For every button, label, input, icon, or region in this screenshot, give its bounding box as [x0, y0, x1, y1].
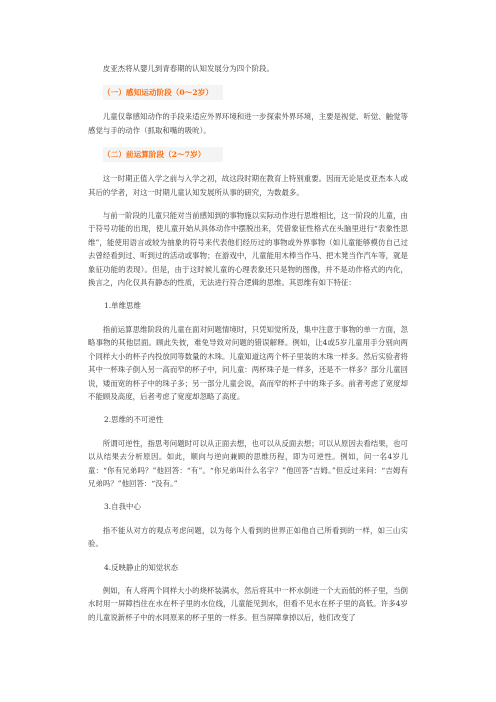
- item-body-3: 指不能从对方的观点考虑问题，以为每个人看到的世界正如他自己所看到的一样，如三山实验。: [88, 525, 408, 549]
- item-title-2: 2.思维的不可逆性: [104, 415, 164, 425]
- item-body-1: 指前运算思维阶段的儿童在面对问题情境时，只凭知觉所及，集中注意于事物的单一方面，忽略事物的其他层面。顾此失彼，难免导致对问题的错误解释。例如，让4或5岁儿童用手分别向两个同样大小的杯子内投放同等数量的木珠。儿童知道这两个杯子里装的木珠一样多。然后实验者将其中一杯珠子倒入另一高而窄的杯子中，问儿童：两杯珠子是一样多，还是不一样多？部分儿童回说，矮而宽的杯子中的珠子多；另一部分儿童会说，高而窄的杯子中的珠子多。前者考虑了宽度却不能顾及高度，后者考虑了宽度却忽略了高度。: [88, 324, 408, 401]
- item-body-2: 所谓可逆性，指思考问题时可以从正面去想，也可以从反面去想；可以从原因去看结果，也可以从结果去分析原因。如此，顺向与逆向兼顾的思维历程，即为可逆性。例如，问一名4岁儿童：“你有兄弟吗？”他回答：“有”。“你兄弟叫什么名字？”他回答“吉姆。”但反过来问：“吉姆有兄弟吗？”他回答：“没有。”: [88, 438, 408, 488]
- section-heading-sensorimotor: （一）感知运动阶段（0～2岁）: [103, 85, 223, 100]
- preoperational-paragraph-1: 这一时期正值入学之前与入学之初，故这段时期在教育上特别重要。因而无论是皮亚杰本人或其后的学者，对这一时期儿童认知发展所从事的研究，为数最多。: [88, 174, 408, 197]
- sensorimotor-paragraph: 儿童仅靠感知动作的手段来适应外界环境和进一步探索外界环境，主要是视觉、听觉、触觉等感觉与手的动作（抓取和嘴的吸吮）。: [88, 112, 408, 135]
- item-title-3: 3.自我中心: [104, 502, 141, 512]
- section-heading-wrap-2: [88, 147, 408, 162]
- item-title-1: 1.单维思维: [104, 301, 141, 311]
- article-body: [88, 62, 408, 624]
- item-body-4: 例如，有人将两个同样大小的烧杯装满水，然后将其中一杯水倒进一个大而低的杯子里，当倒水时用一屏障挡住在水在杯子里的水位线，儿童能见到水，但看不见水在杯子里的高低。许多4岁的儿童说新杯子中的水同原来的杯子里的一样多。但当屏障拿掉以后，他们改变了: [88, 585, 408, 622]
- intro-paragraph: 皮亚杰将从婴儿到青春期的认知发展分为四个阶段。: [102, 64, 274, 73]
- preoperational-paragraph-2: 与前一阶段的儿童只能对当前感知到的事物施以实际动作进行思维相比，这一阶段的儿童，由于符号功能的出现，使儿童开始从具体动作中摆脱出来，凭借象征性格式在头脑里进行“表象性思维”，能使用语言或较为抽象的符号来代表他们经历过的事物或外界事物（如儿童能够模仿自己过去曾经看到过、听到过的活动或事物；在游戏中，儿童能用木棒当作马、把木凳当作汽车等，就是象征功能的表现）。但是，由于这时候儿童的心理表象还只是物的图像，并不是动作格式的内化，换言之，内化仅具有静态的性质，无法进行符合逻辑的思维。其思维有如下特征：: [88, 211, 408, 288]
- section-heading-preoperational: （二）前运算阶段（2～7岁）: [103, 147, 223, 162]
- item-title-4: 4.反映静止的知觉状态: [104, 562, 179, 572]
- section-heading-wrap-1: [88, 85, 408, 100]
